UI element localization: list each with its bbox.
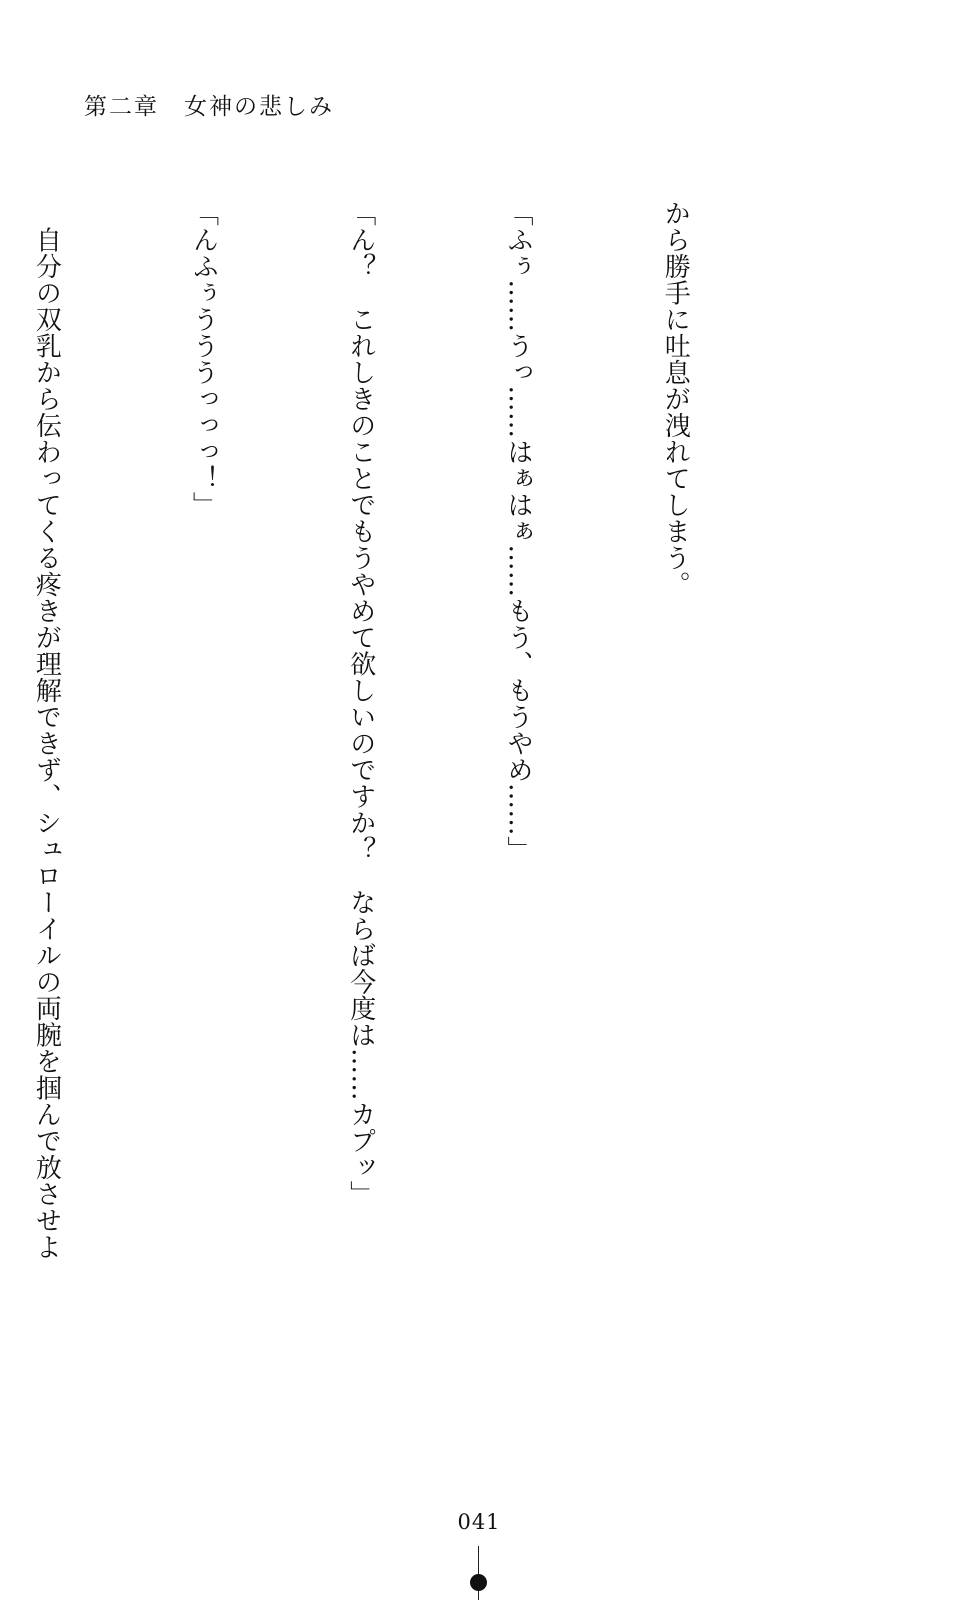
text-line: 「ん？ これしきのことでもうやめて欲しいのですか？ ならば今度は……カプッ」 (345, 200, 376, 1207)
running-head: 第二章 女神の悲しみ (84, 94, 334, 120)
vertical-text-block (0, 200, 806, 1340)
text-line: 「ふぅ……うっ……はぁはぁ……もう、もうやめ……」 (502, 200, 533, 863)
page-number: 041 (457, 1510, 501, 1534)
text-line: から勝手に吐息が洩れてしまう。 (660, 200, 691, 598)
folio-rule (478, 1546, 479, 1600)
text-line: 自分の双乳から伝わってくる疼きが理解できず、シュローイルの両腕を掴んで放させよ (31, 200, 62, 1260)
folio-dot-ornament (470, 1574, 487, 1591)
text-line: 「んふぅうううっっっ！」 (188, 200, 219, 518)
